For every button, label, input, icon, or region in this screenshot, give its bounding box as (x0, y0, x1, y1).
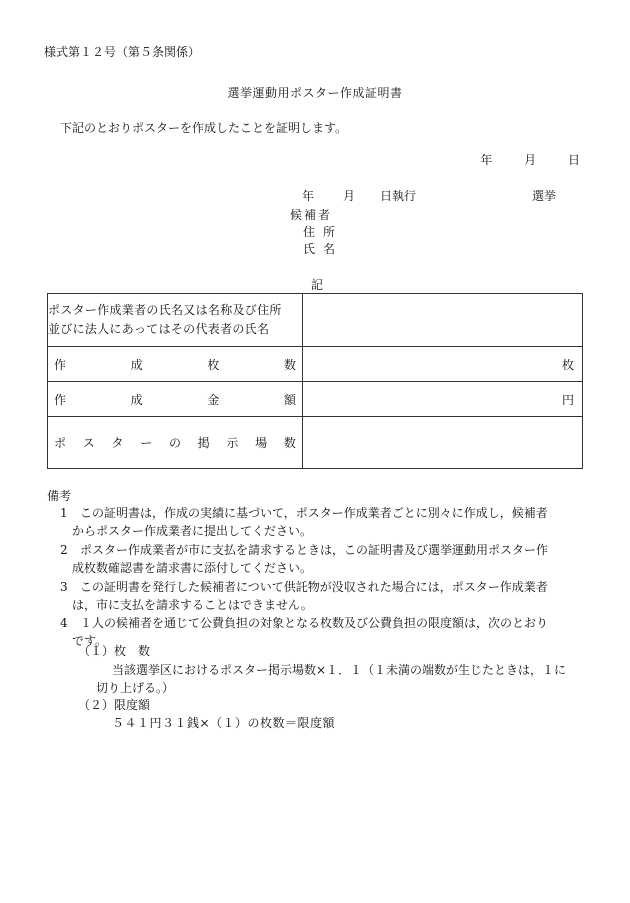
amount-label-char: 作 (54, 392, 67, 407)
amount-label-char: 額 (283, 392, 296, 407)
note-number: 3 (60, 580, 68, 594)
poster-sites-label-char: 掲 (197, 436, 210, 450)
poster-sites-label-char: ポ (54, 436, 67, 450)
certificate-table (47, 293, 583, 469)
election-day-label: 日執行 (380, 189, 417, 203)
election-year-label: 年 (302, 189, 315, 203)
vendor-label-line2: 並びに法人にあってはその代表者の氏名 (48, 322, 270, 336)
poster-sites-label-char: タ (111, 436, 124, 450)
note-text-cont: 成枚数確認書を請求書に添付してください。 (72, 561, 313, 575)
issue-date-line: 年 月 日 (480, 153, 580, 167)
vendor-label-cell (48, 294, 303, 347)
subnote-1-line2: 切り上げる。） (96, 681, 175, 695)
table-row-amount (48, 382, 583, 417)
note-text: この証明書を発行した候補者について供託物が没収された場合には，ポスター作成業者 (80, 580, 548, 594)
address-label: 住所 (303, 225, 344, 239)
amount-label-char: 成 (130, 392, 143, 407)
subnote-2-title: （２）限度額 (78, 698, 151, 712)
amount-value-cell[interactable] (303, 382, 583, 417)
count-label-cell (48, 347, 303, 382)
ki-heading: 記 (311, 278, 324, 292)
note-text-cont: です。 (72, 634, 108, 648)
note-number: 1 (60, 506, 68, 520)
table-row-count (48, 347, 583, 382)
note-text-cont: からポスター作成業者に提出してください。 (72, 524, 313, 538)
note-number: 4 (60, 616, 68, 630)
candidate-label: 候補者 (290, 208, 333, 222)
name-label: 氏名 (303, 242, 344, 256)
table-row-vendor (48, 294, 583, 347)
vendor-label-line1: ポスター作成業者の氏名又は名称及び住所 (48, 303, 282, 317)
note-number: 2 (60, 543, 68, 557)
subnote-2-text: ５４１円３１銭×（１）の枚数＝限度額 (112, 716, 336, 730)
amount-label-cell (48, 382, 303, 417)
poster-sites-label-char: 場 (255, 436, 268, 450)
poster-sites-label-cell (48, 417, 303, 469)
amount-unit: 円 (561, 392, 574, 407)
note-text: この証明書は，作成の実績に基づいて，ポスター作成業者ごとに別々に作成し，候補者 (80, 506, 548, 520)
poster-sites-label-char: の (168, 436, 181, 450)
note-text: ポスター作成業者が市に支払を請求するときは，この証明書及び選挙運動用ポスター作 (80, 543, 549, 557)
note-3 (60, 578, 584, 614)
subnote-1-text (96, 661, 584, 697)
count-label-char: 作 (54, 357, 67, 372)
note-1 (60, 504, 584, 540)
poster-sites-label-char: 示 (226, 436, 239, 450)
amount-label-char: 金 (207, 392, 220, 407)
form-number: 様式第１２号（第５条関係） (44, 45, 201, 59)
poster-sites-label-char: ス (82, 436, 95, 450)
poster-sites-label-char: ー (140, 436, 153, 450)
count-value-cell[interactable] (303, 347, 583, 382)
poster-sites-label-char: 数 (283, 436, 296, 450)
vendor-value-cell[interactable] (303, 294, 583, 347)
election-month-label: 月 (343, 189, 356, 203)
table-row-poster-sites (48, 417, 583, 469)
election-name-label: 選挙 (532, 189, 557, 203)
note-text: １人の候補者を通じて公費負担の対象となる枚数及び公費負担の限度額は，次のとおり (80, 616, 549, 630)
document-title: 選挙運動用ポスター作成証明書 (227, 86, 403, 100)
intro-text: 下記のとおりポスターを作成したことを証明します。 (60, 121, 348, 135)
count-label-char: 成 (130, 357, 143, 372)
notes-title: 備考 (47, 489, 72, 503)
count-label-char: 数 (283, 357, 296, 372)
note-2 (60, 541, 584, 577)
subnote-1-line1: 当該選挙区におけるポスター掲示場数×１．１（１未満の端数が生じたときは，１に (112, 663, 567, 677)
note-text-cont: は，市に支払を請求することはできません。 (72, 598, 313, 612)
count-unit: 枚 (561, 357, 574, 372)
subnote-1-title: （１）枚 数 (78, 644, 151, 658)
count-label-char: 枚 (207, 357, 220, 372)
poster-sites-value-cell[interactable] (303, 417, 583, 469)
